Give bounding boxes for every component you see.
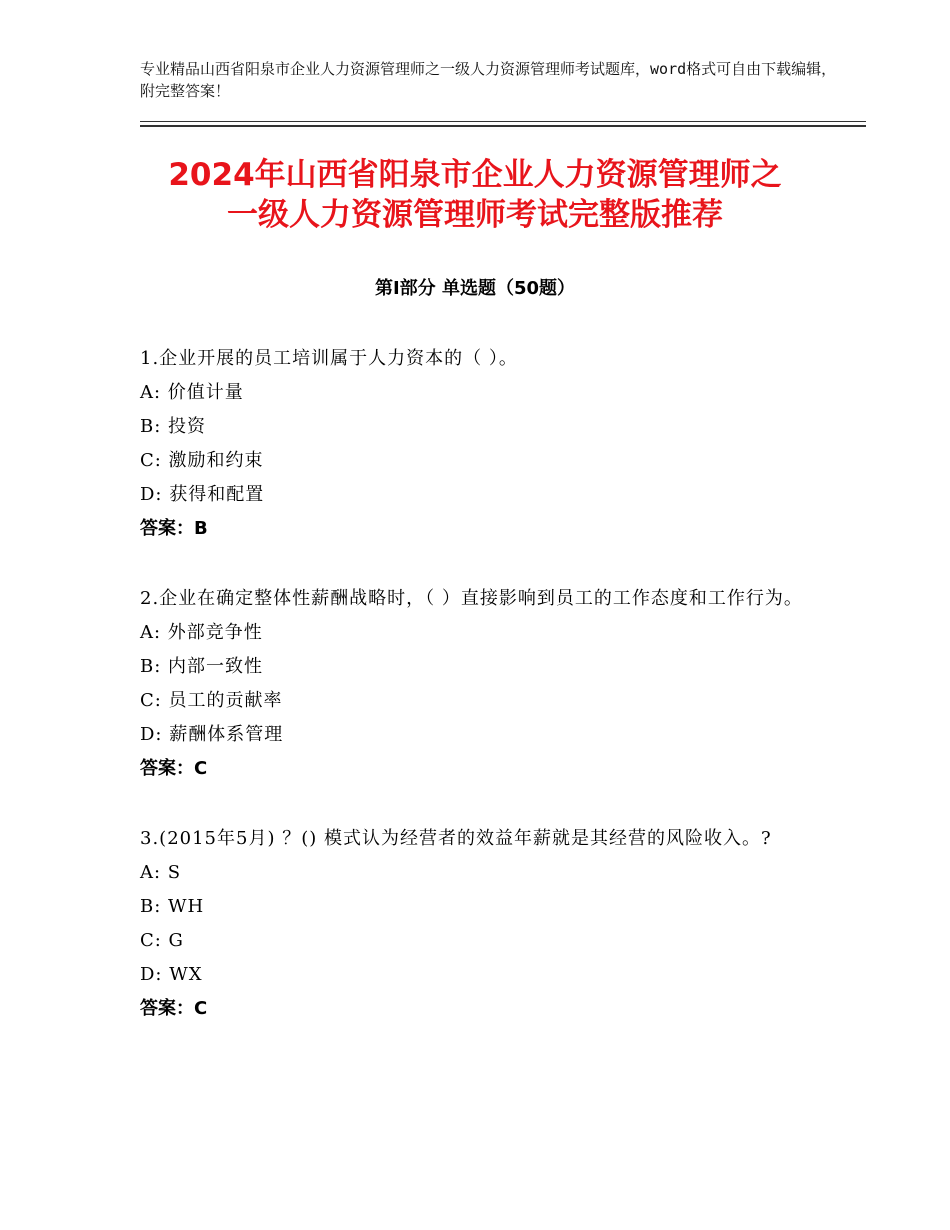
question-list	[140, 342, 820, 1026]
header-rule-thick	[140, 125, 866, 127]
question-stem: 1.企业开展的员工培训属于人力资本的（ ）。	[140, 348, 518, 369]
option-a: A: S	[140, 862, 182, 883]
option-d: D: WX	[140, 964, 203, 985]
option-b: B: 投资	[140, 416, 207, 437]
question-spacer	[140, 786, 820, 822]
question-1	[140, 342, 820, 546]
document-title	[120, 155, 830, 235]
answer: 答案：C	[140, 998, 208, 1019]
section-heading: 第Ⅰ部分 单选题（50题）	[374, 278, 575, 299]
answer: 答案：C	[140, 758, 208, 779]
option-a: A: 价值计量	[140, 382, 244, 403]
option-c: C: G	[140, 930, 184, 951]
header-rule-thin	[140, 121, 866, 122]
option-b: B: WH	[140, 896, 205, 917]
question-stem: 2.企业在确定整体性薪酬战略时，（ ）直接影响到员工的工作态度和工作行为。	[140, 588, 803, 609]
option-c: C: 激励和约束	[140, 450, 264, 471]
title-line-1: 2024年山西省阳泉市企业人力资源管理师之	[168, 157, 782, 193]
question-2	[140, 582, 820, 786]
title-line-2: 一级人力资源管理师考试完整版推荐	[227, 197, 723, 233]
question-spacer	[140, 546, 820, 582]
option-c: C: 员工的贡献率	[140, 690, 283, 711]
answer: 答案：B	[140, 518, 208, 539]
option-b: B: 内部一致性	[140, 656, 264, 677]
question-3	[140, 822, 820, 1026]
question-stem: 3.(2015年5月) ？() 模式认为经营者的效益年薪就是其经营的风险收入。?	[140, 828, 772, 849]
option-a: A: 外部竞争性	[140, 622, 263, 643]
option-d: D: 获得和配置	[140, 484, 265, 505]
option-d: D: 薪酬体系管理	[140, 724, 284, 745]
header-note: 专业精品山西省阳泉市企业人力资源管理师之一级人力资源管理师考试题库，word格式可自由下载编辑，附完整答案！	[140, 60, 837, 100]
